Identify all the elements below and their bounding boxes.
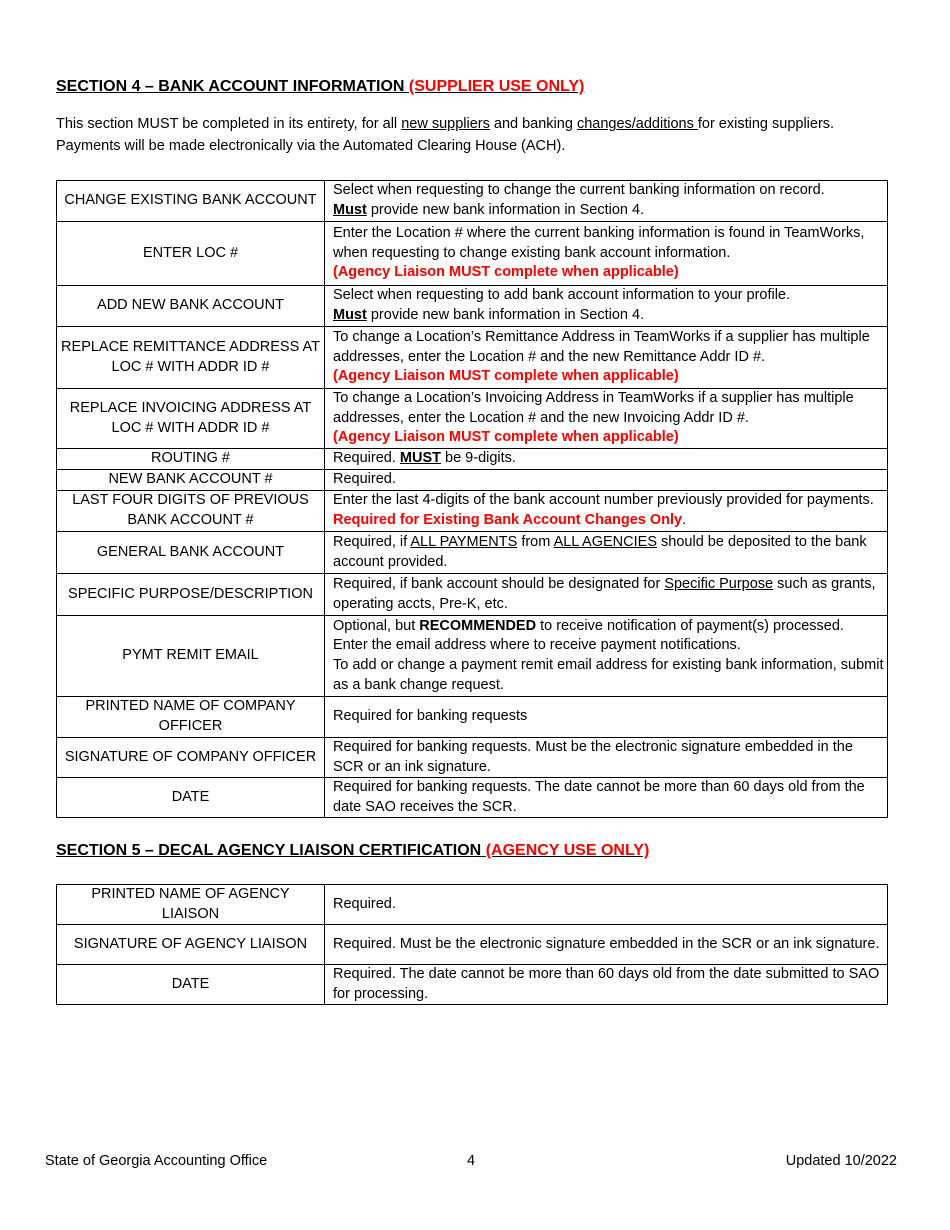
row-description: Required for banking requests. Must be the electronic signature embedded in the SCR or an ink signature.	[325, 738, 888, 778]
row-description: Optional, but RECOMMENDED to receive notification of payment(s) processed. Enter the email address where to receive payment notifications. To add or change a payment remit email address for existing bank information, submit as a bank change request.	[325, 616, 888, 697]
row-label: REPLACE INVOICING ADDRESS AT LOC # WITH ADDR ID #	[57, 389, 325, 449]
table-row	[57, 222, 888, 286]
liaison-table	[56, 884, 888, 1005]
intro-text: This section MUST be completed in its entirety, for all	[56, 116, 402, 132]
table-row	[57, 778, 888, 818]
intro-text: and banking	[489, 116, 577, 132]
table-row	[57, 738, 888, 778]
row-label: PYMT REMIT EMAIL	[57, 616, 325, 697]
footer-organization: State of Georgia Accounting Office	[45, 1153, 268, 1169]
table-row	[57, 470, 888, 491]
row-label: DATE	[57, 778, 325, 818]
row-label: SIGNATURE OF AGENCY LIAISON	[57, 925, 325, 965]
row-description: Required, if bank account should be designated for Specific Purpose such as grants, operating accts, Pre-K, etc.	[325, 574, 888, 616]
table-row	[57, 449, 888, 470]
footer-updated-date: Updated 10/2022	[785, 1153, 897, 1169]
section-4-intro	[56, 113, 856, 157]
row-description: Select when requesting to add bank account information to your profile. Must provide new bank information in Section 4.	[325, 286, 888, 327]
table-row	[57, 286, 888, 327]
row-label: SPECIFIC PURPOSE/DESCRIPTION	[57, 574, 325, 616]
row-description: Required.	[325, 470, 888, 491]
bank-info-table	[56, 180, 888, 818]
row-label: PRINTED NAME OF COMPANY OFFICER	[57, 697, 325, 738]
table-row	[57, 965, 888, 1005]
section-5-title: SECTION 5 – DECAL AGENCY LIAISON CERTIFICATION	[56, 842, 482, 859]
intro-text: for existing suppliers. Payments will be made electronically via the Automated Clearing House (ACH).	[56, 116, 835, 154]
section-4-title-note: (SUPPLIER USE ONLY)	[408, 78, 585, 95]
row-description: Required. MUST be 9-digits.	[325, 449, 888, 470]
row-description: Required for banking requests	[325, 697, 888, 738]
row-description: Required, if ALL PAYMENTS from ALL AGENCIES should be deposited to the bank account provided.	[325, 532, 888, 574]
row-description: Required for banking requests. The date cannot be more than 60 days old from the date SAO receives the SCR.	[325, 778, 888, 818]
row-label: ROUTING #	[57, 449, 325, 470]
table-row	[57, 616, 888, 697]
table-row	[57, 574, 888, 616]
row-description: Required. Must be the electronic signature embedded in the SCR or an ink signature.	[325, 925, 888, 965]
table-row	[57, 491, 888, 532]
table-row	[57, 885, 888, 925]
row-label: DATE	[57, 965, 325, 1005]
section-4-heading	[56, 78, 584, 96]
row-label: LAST FOUR DIGITS OF PREVIOUS BANK ACCOUNT #	[57, 491, 325, 532]
table-row	[57, 327, 888, 389]
footer-page-number: 4	[467, 1153, 476, 1169]
row-label: ENTER LOC #	[57, 222, 325, 286]
table-row	[57, 697, 888, 738]
row-label: PRINTED NAME OF AGENCY LIAISON	[57, 885, 325, 925]
row-description: To change a Location’s Remittance Address in TeamWorks if a supplier has multiple addresses, enter the Location # and the new Remittance Addr ID #. (Agency Liaison MUST complete when applicable)	[325, 327, 888, 389]
table-row	[57, 925, 888, 965]
row-label: ADD NEW BANK ACCOUNT	[57, 286, 325, 327]
row-description: Required. The date cannot be more than 60 days old from the date submitted to SAO for processing.	[325, 965, 888, 1005]
intro-underlined: changes/additions	[576, 116, 698, 132]
table-row	[57, 532, 888, 574]
row-label: NEW BANK ACCOUNT #	[57, 470, 325, 491]
row-label: CHANGE EXISTING BANK ACCOUNT	[57, 181, 325, 222]
intro-underlined: new suppliers	[401, 116, 490, 132]
table-row	[57, 389, 888, 449]
table-row	[57, 181, 888, 222]
row-description: Enter the Location # where the current banking information is found in TeamWorks, when requesting to change existing bank account information. (Agency Liaison MUST complete when applicable)	[325, 222, 888, 286]
row-description: Enter the last 4-digits of the bank account number previously provided for payments. Required for Existing Bank Account Changes Only.	[325, 491, 888, 532]
section-5-title-note: (AGENCY USE ONLY)	[485, 842, 650, 859]
row-label: GENERAL BANK ACCOUNT	[57, 532, 325, 574]
row-description: To change a Location’s Invoicing Address in TeamWorks if a supplier has multiple addresses, enter the Location # and the new Invoicing Addr ID #. (Agency Liaison MUST complete when applicable)	[325, 389, 888, 449]
section-5-heading	[56, 842, 649, 860]
row-description: Select when requesting to change the current banking information on record. Must provide new bank information in Section 4.	[325, 181, 888, 222]
row-label: REPLACE REMITTANCE ADDRESS AT LOC # WITH ADDR ID #	[57, 327, 325, 389]
row-label: SIGNATURE OF COMPANY OFFICER	[57, 738, 325, 778]
section-4-title: SECTION 4 – BANK ACCOUNT INFORMATION	[56, 78, 405, 95]
row-description: Required.	[325, 885, 888, 925]
